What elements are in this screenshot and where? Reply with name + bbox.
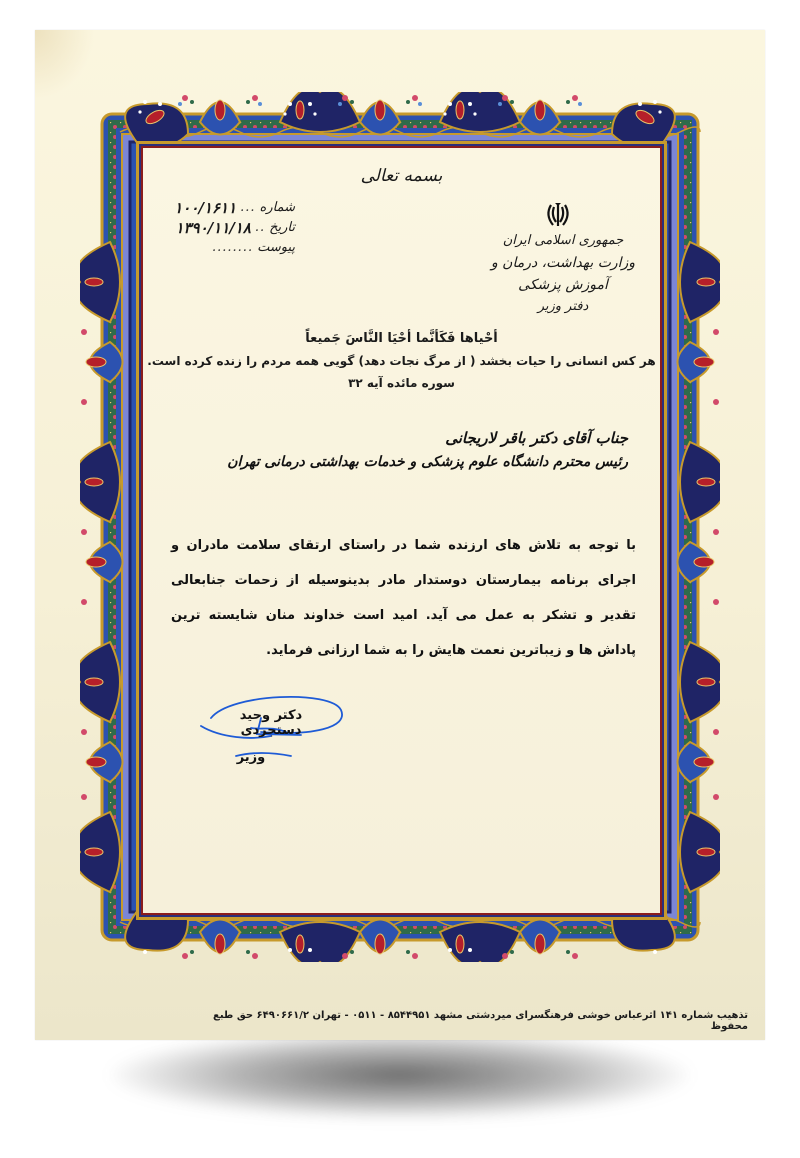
attachment-row [155,238,295,258]
country-name: جمهوری اسلامی ایران [502,233,624,248]
verse-arabic: أحْياها فَكَأنَّما أحْيَا النَّاسَ جَميعاً [305,331,498,346]
iran-emblem-icon [543,200,573,230]
ministry-letterhead [473,230,653,318]
invocation-heading: بسمه تعالی [360,166,443,186]
office-name: دفتر وزیر [537,299,589,314]
signatory-title: وزیر [236,750,266,765]
recipient-block [168,426,628,474]
dotted-leader: .. [254,220,266,235]
date-row [155,218,295,238]
ministry-name: وزارت بهداشت، درمان و آموزش پزشکی [490,255,636,293]
verse-reference: سوره مائده آیه ۳۲ [348,376,455,390]
date-value: ۱۳۹۰/۱۱/۱۸ [175,219,251,237]
paper-drop-shadow [110,1030,690,1120]
letter-body-area [143,148,660,913]
number-row [155,198,295,218]
recipient-name: جناب آقای دکتر باقر لاریجانی [445,429,628,447]
date-label: تاریخ [269,220,295,235]
signatory-name: دکتر وحید دستجردی [239,708,303,738]
verse-translation: هر کس انسانی را حیات بخشد ( از مرگ نجات دهد) گویی همه مردم را زنده کرده است. [147,354,656,368]
attachment-value: ........ [212,240,254,255]
quran-verse-block [143,328,660,394]
number-value: ۱۰۰/۱۶۱۱ [174,199,237,217]
letter-body-text: با توجه به تلاش های ارزنده شما در راستای ارتقای سلامت مادران و اجرای برنامه بیمارستان دوستدار مادر بدینوسیله از زحمات جنابعالی تقدیر و تشکر به عمل می آید. امید است خداوند منان شایسته ترین پاداش ها و زیباترین نعمت هایش را به شما ارزانی فرماید. [171,538,636,658]
recipient-title: رئیس محترم دانشگاه علوم پزشکی و خدمات بهداشتی درمانی تهران [227,454,628,470]
dotted-leader: ... [240,200,256,215]
number-label: شماره [259,200,295,215]
reference-block [155,198,295,258]
attachment-label: پیوست [257,240,295,255]
illumination-credit-footer: تذهیب شماره ۱۴۱ اثرعباس خوشی فرهنگسرای میردشتی مشهد ۸۵۴۴۹۵۱ - ۰۵۱۱ - تهران ۶۴۹۰۶۶۱/۲ حق طبع محفوظ [213,1010,748,1032]
